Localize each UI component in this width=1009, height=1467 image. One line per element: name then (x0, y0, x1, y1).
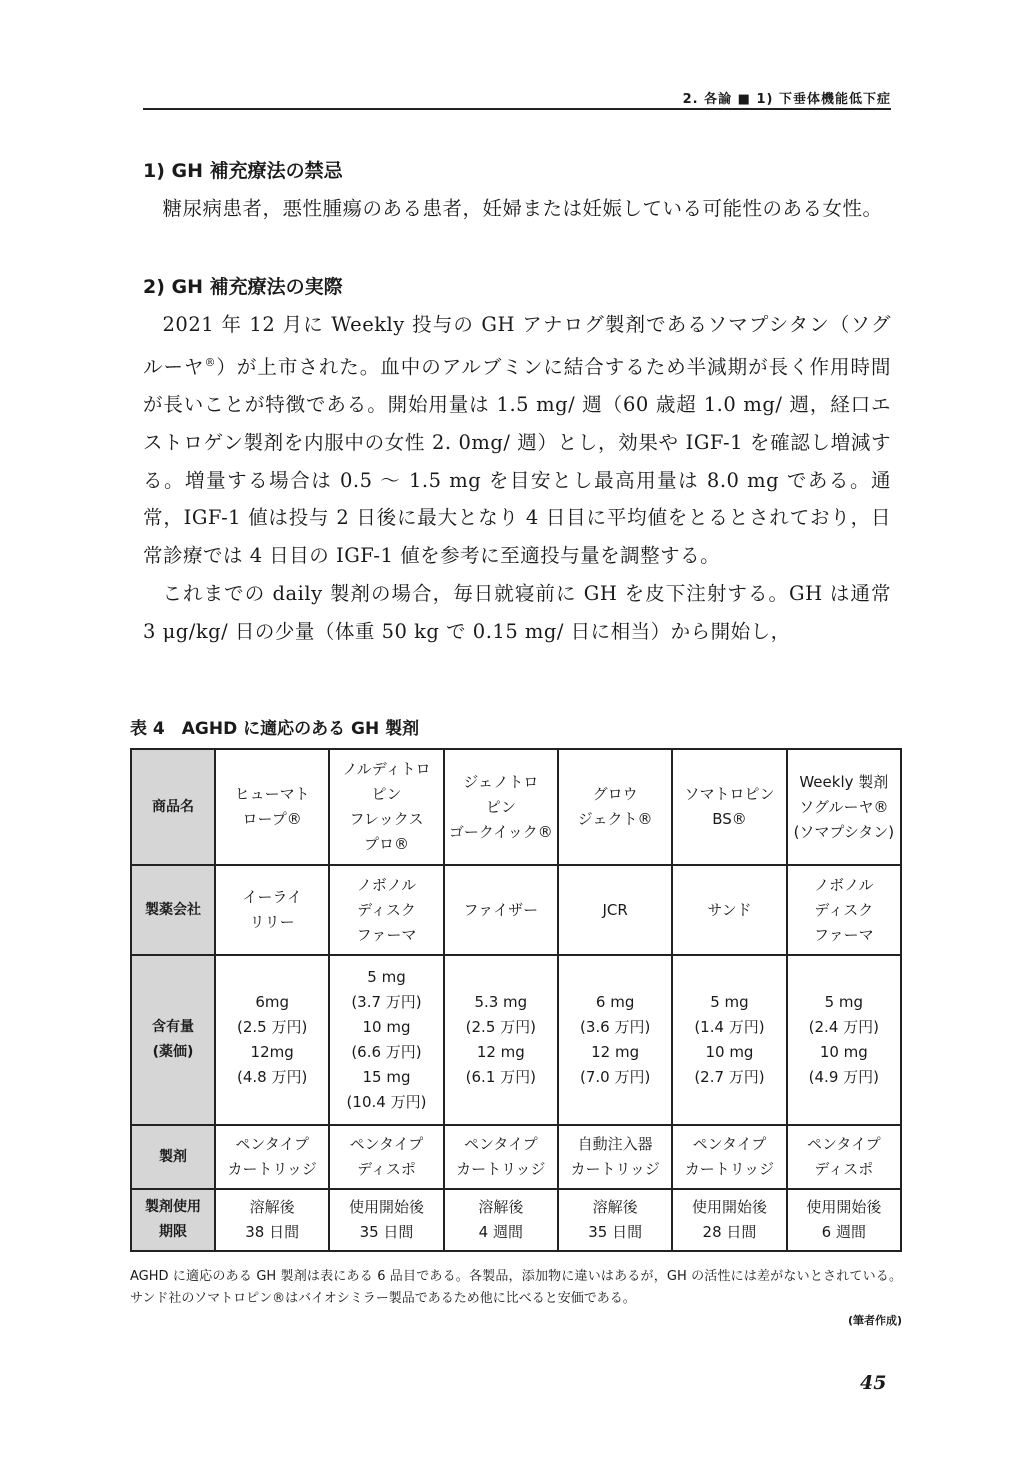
footnote-text: AGHD に適応のある GH 製剤は表にある 6 品目である。各製品，添加物に違いはあるが，GH の活性には差がないとされている。サンド社のソマトロピン®はバイオシミラー製品であるため他に比べると安価である。 (130, 1269, 902, 1306)
footnote-source: (筆者作成) (847, 1314, 902, 1327)
section2-para1 (143, 306, 891, 575)
product-company: ノボノル ディスク ファーマ (787, 865, 901, 955)
product-name: ソマトロピン BS® (672, 749, 786, 865)
product-form: ペンタイプ カートリッジ (215, 1125, 329, 1189)
registered-mark: ® (204, 355, 216, 369)
product-company: イーライ リリー (215, 865, 329, 955)
product-name: ジェノトロ ピン ゴークイック® (444, 749, 558, 865)
table-footnote (130, 1266, 902, 1332)
product-period: 使用開始後 6 週間 (787, 1189, 901, 1251)
product-content: 5.3 mg (2.5 万円) 12 mg (6.1 万円) (444, 955, 558, 1125)
product-content: 5 mg (1.4 万円) 10 mg (2.7 万円) (672, 955, 786, 1125)
row-header-content: 含有量 (薬価) (131, 955, 215, 1125)
header-rule (143, 108, 891, 110)
product-form: 自動注入器 カートリッジ (558, 1125, 672, 1189)
product-content: 5 mg (3.7 万円) 10 mg (6.6 万円) 15 mg (10.4 万円) (329, 955, 443, 1125)
product-form: ペンタイプ ディスポ (787, 1125, 901, 1189)
gh-products-table (130, 748, 902, 1252)
product-period: 使用開始後 35 日間 (329, 1189, 443, 1251)
section2-para1-b: ）が上市された。血中のアルブミンに結合するため半減期が長く作用時間が長いことが特徴である。開始用量は 1.5 mg/ 週（60 歳超 1.0 mg/ 週，経口エストロゲン製剤を内服中の女性 2. 0mg/ 週）とし，効果や IGF-1 を確認し増減する。増量する場合は 0.5 ～ 1.5 mg を目安とし最高用量は 8.0 mg である。通常，IGF-1 値は投与 2 日後に最大となり 4 日目に平均値をとるとされており，日常診療では 4 日目の IGF-1 値を参考に至適投与量を調整する。 (143, 355, 891, 568)
section2-para2: これまでの daily 製剤の場合，毎日就寝前に GH を皮下注射する。GH は通常 3 μg/kg/ 日の少量（体重 50 kg で 0.15 mg/ 日に相当）から開始し， (143, 582, 891, 643)
table-row-form (131, 1125, 901, 1189)
page-number: 45 (860, 1372, 887, 1394)
table-row-name (131, 749, 901, 865)
product-name: ノルディトロ ピン フレックス プロ® (329, 749, 443, 865)
product-content: 5 mg (2.4 万円) 10 mg (4.9 万円) (787, 955, 901, 1125)
table-row-period (131, 1189, 901, 1251)
product-period: 使用開始後 28 日間 (672, 1189, 786, 1251)
product-form: ペンタイプ ディスポ (329, 1125, 443, 1189)
product-company: ノボノル ディスク ファーマ (329, 865, 443, 955)
product-name: ヒューマト ロープ® (215, 749, 329, 865)
product-company: ファイザー (444, 865, 558, 955)
table-row-content (131, 955, 901, 1125)
row-header-company: 製薬会社 (131, 865, 215, 955)
row-header-period: 製剤使用 期限 (131, 1189, 215, 1251)
product-name: グロウ ジェクト® (558, 749, 672, 865)
section1-heading: 1) GH 補充療法の禁忌 (143, 160, 343, 182)
section2-heading: 2) GH 補充療法の実際 (143, 276, 343, 298)
section2-body (143, 306, 891, 651)
product-content: 6 mg (3.6 万円) 12 mg (7.0 万円) (558, 955, 672, 1125)
product-content: 6mg (2.5 万円) 12mg (4.8 万円) (215, 955, 329, 1125)
row-header-name: 商品名 (131, 749, 215, 865)
product-period: 溶解後 35 日間 (558, 1189, 672, 1251)
product-form: ペンタイプ カートリッジ (672, 1125, 786, 1189)
product-name: Weekly 製剤 ソグルーヤ® (ソマプシタン) (787, 749, 901, 865)
row-header-form: 製剤 (131, 1125, 215, 1189)
table-row-company (131, 865, 901, 955)
running-header: 2. 各論 ■ 1) 下垂体機能低下症 (682, 92, 891, 107)
section2-para1-a: 2021 年 12 月に Weekly 投与の GH アナログ製剤であるソマプシタン（ソグルーヤ (143, 313, 891, 379)
table-caption: 表 4 AGHD に適応のある GH 製剤 (130, 719, 420, 739)
product-company: サンド (672, 865, 786, 955)
section1-text: 糖尿病患者，悪性腫瘍のある患者，妊婦または妊娠している可能性のある女性。 (162, 197, 883, 220)
product-form: ペンタイプ カートリッジ (444, 1125, 558, 1189)
product-period: 溶解後 4 週間 (444, 1189, 558, 1251)
product-period: 溶解後 38 日間 (215, 1189, 329, 1251)
section1-body (143, 190, 891, 228)
product-company: JCR (558, 865, 672, 955)
